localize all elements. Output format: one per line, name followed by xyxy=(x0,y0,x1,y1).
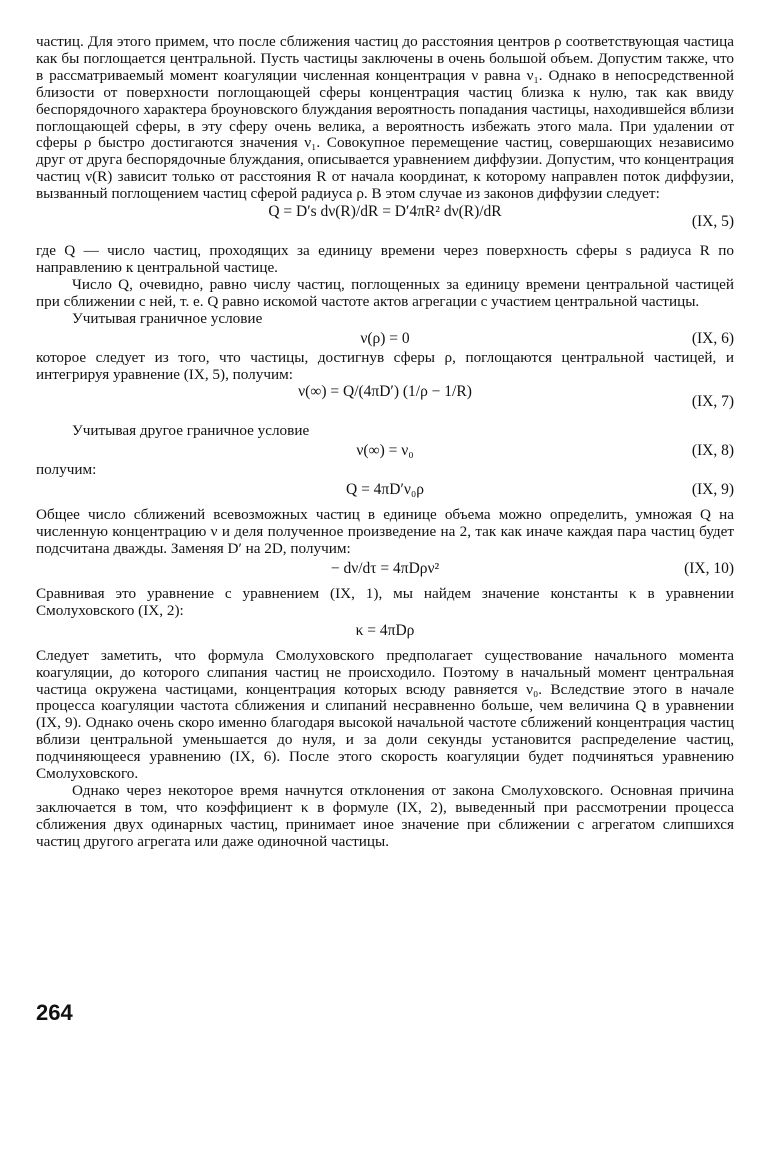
equation-row-9-8 xyxy=(36,440,734,462)
equation-row-9-7 xyxy=(36,383,734,423)
paragraph-8: Общее число сближений всевозможных частиц в единице объема можно определить, умножая Q на численную концентрацию ν и деля полученное произведение на 2, так как иначе каждая пара частиц будет подсчитана дважды. Заменяя D′ на 2D, получим: xyxy=(36,506,734,558)
paragraph-11: Однако через некоторое время начнутся отклонения от закона Смолуховского. Основная причина заключается в том, что коэффициент κ в формуле (IX, 2), выведенный при рассмотрении процесса сближения двух одинарных частиц, принимает иное значение при сближении с агрегатом слипшихся частиц другого агрегата или даже одиночной частицы. xyxy=(36,782,734,850)
equation-number-9-6: (IX, 6) xyxy=(691,329,734,347)
equation-row-9-10 xyxy=(36,558,734,580)
equation-number-9-10: (IX, 10) xyxy=(684,559,734,577)
equation-number-9-5: (IX, 5) xyxy=(691,213,734,231)
equation-9-5: Q = D′s dν(R)/dR = D′4πR² dν(R)/dR xyxy=(268,203,502,221)
paragraph-2: где Q — число частиц, проходящих за единицу времени через поверхность сферы s радиуса R по направлению к центральной частице. xyxy=(36,242,734,276)
page-number: 264 xyxy=(36,1000,73,1025)
paragraph-6: Учитывая другое граничное условие xyxy=(72,422,310,440)
text-column xyxy=(36,34,734,851)
equation-row-9-9 xyxy=(36,479,734,501)
equation-row-kappa xyxy=(36,620,734,642)
equation-number-9-7: (IX, 7) xyxy=(691,393,734,411)
paragraph-5: которое следует из того, что частицы, достигнув сферы ρ, поглощаются центральной частицей, и интегрируя уравнение (IX, 5), получим: xyxy=(36,348,734,383)
equation-kappa: κ = 4πDρ xyxy=(355,621,415,639)
equation-9-8: ν(∞) = ν₀ xyxy=(356,442,414,460)
paragraph-4: Учитывая граничное условие xyxy=(72,309,263,327)
paragraph-9: Сравнивая это уравнение с уравнением (IX, 1), мы найдем значение константы κ в уравнении Смолуховского (IX, 2): xyxy=(36,584,734,619)
equation-row-9-5 xyxy=(36,203,734,243)
paragraph-3: Число Q, очевидно, равно числу частиц, поглощенных за единицу времени центральной частицей при сближении с ней, т. е. Q равно искомой частоте актов агрегации с участием центральной частицы. xyxy=(36,275,734,310)
equation-9-10: − dν/dτ = 4πDρν² xyxy=(330,559,440,577)
equation-9-9: Q = 4πD′ν₀ρ xyxy=(346,481,424,499)
equation-9-6: ν(ρ) = 0 xyxy=(360,329,410,347)
equation-number-9-8: (IX, 8) xyxy=(691,442,734,460)
equation-9-7: ν(∞) = Q/(4πD′) (1/ρ − 1/R) xyxy=(298,383,472,401)
paragraph-10: Следует заметить, что формула Смолуховского предполагает существование начального момента коагуляции, до которого слипания частиц не происходило. Поэтому в начальный момент центральная частица окружена частицами, концентрация которых всюду равняется ν₀. Вследствие этого в начале процесса коагуляции частота сближения и слипаний несравненно больше, чем величина Q в уравнении (IX, 9). Однако очень скоро именно благодаря высокой начальной частоте сближений концентрация частиц вблизи центральной уменьшается до нуля, и за доли секунды установится распределение частиц, подчиняющееся уравнению (IX, 6). После этого скорость коагуляции будет подчиняться уравнению Смолуховского. xyxy=(36,646,734,783)
equation-row-9-6 xyxy=(36,328,734,350)
paragraph-7: получим: xyxy=(36,461,97,479)
equation-number-9-9: (IX, 9) xyxy=(691,481,734,499)
paragraph-1: частиц. Для этого примем, что после сближения частиц до расстояния центров ρ соответствующая частица как бы поглощается центральной. Пусть частицы заключены в очень большой объем. Допустим также, что в рассматриваемый момент коагуляции численная концентрация ν равна ν₁. Однако в непосредственной близости от поверхности поглощающей сферы концентрация частиц близка к нулю, так как ввиду беспорядочного характера броуновского блуждания вероятность попадания частицы, находившейся вблизи поглощающей сферы, в эту сферу очень велика, а вероятность избежать этого мала. При удалении от сферы ρ быстро достигаются значения ν₁. Совокупное перемещение частиц, совершающих независимо друг от друга беспорядочные блуждания, описывается уравнением диффузии. Допустим, что концентрация частиц ν(R) зависит только от расстояния R от начала координат, к которому направлен поток диффузии, вызванный поглощением частиц сферой радиуса ρ. В этом случае из законов диффузии следует: xyxy=(36,33,734,203)
